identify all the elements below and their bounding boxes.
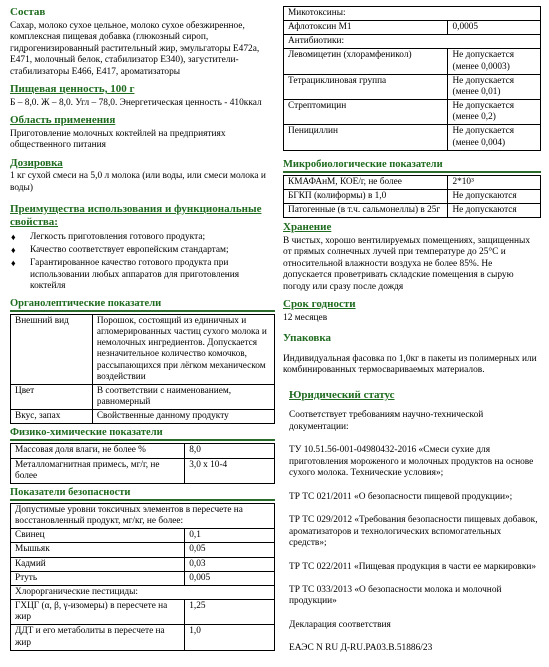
composition-title: Состав [10,6,46,18]
table-cell: Порошок, состоящий из единичных и агломерированных частиц сухого молока и немолочных ингредиентов. Допускается незначительное количество комочков, рассыпающихся при лёгком механическом воздействии [92,314,274,384]
dosage-section [10,157,275,195]
table-cell: 1,0 [185,625,275,650]
table-cell: 0,03 [185,557,275,571]
legal-paragraph: Декларация соответствия [289,619,391,630]
legal-paragraph: ТР ТС 029/2012 «Требования безопасности пищевых добавок, ароматизаторов и технологических вспомогательных средств»; [289,515,538,549]
packaging-text: Индивидуальная фасовка по 1,0кг в пакеты из полимерных или комбинированных термосвариваемых материалов. [283,353,537,376]
micro-title: Микробиологические показатели [283,159,541,173]
table-cell: 2*10³ [448,175,541,189]
table-cell: ГХЦГ (α, β, γ-изомеры) в пересчете на жир [11,600,185,625]
table-cell: Свинец [11,529,185,543]
table-row [284,7,541,21]
left-column [10,6,275,651]
table-row [284,100,541,125]
micro-table [283,175,541,218]
table-cell: Стрептомицин [284,100,448,125]
storage-section [283,221,541,293]
legal-title: Юридический статус [289,388,395,401]
table-row [284,74,541,99]
table-cell: 8,0 [185,444,275,458]
advantage-item: ♦ Гарантированное качество готового продукта при использовании любых аппаратов для приготовления коктейля [10,258,275,292]
storage-title: Хранение [283,221,332,234]
table-row [11,625,275,650]
legal-section [283,389,541,655]
legal-paragraph: Соответствует требованиям научно-технической документации: [289,410,484,432]
table-cell: Цвет [11,384,93,409]
legal-paragraph: ЕАЭС N RU Д-RU.PA03.B.51886/23 [289,643,433,654]
table-cell: Пенициллин [284,125,448,150]
organoleptic-title: Органолептические показатели [10,298,275,312]
table-cell: КМАФАнМ, КОЕ/г, не более [284,175,448,189]
physchem-table [10,443,275,483]
application-text: Приготовление молочных коктейлей на предприятиях общественного питания [10,128,226,151]
storage-text: В чистых, хорошо вентилируемых помещениях, защищенных от прямых солнечных лучей при температуре до 25°С и относительной влажности воздуха не более 85%. Не допускается проветривать складские помещения в сырую погоду или сразу после дождя [283,235,531,292]
right-column [283,6,541,667]
micro-section [283,159,541,219]
packaging-section [283,332,541,377]
advantage-item: ♦ Качество соответствует европейским стандартам; [10,245,275,256]
advantages-section [10,203,275,293]
advantages-title: Преимущества использования и функциональные свойства: [10,203,262,228]
table-cell: Не допускаются [448,189,541,203]
table-cell: 0,0005 [448,21,541,35]
table-cell: 0,05 [185,543,275,557]
dosage-text: 1 кг сухой смеси на 5,0 л молока (или воды, или смеси молока и воды) [10,171,266,193]
physchem-section [10,427,275,484]
table-cell: Патогенные (в т.ч. сальмонеллы) в 25г [284,204,448,218]
table-cell: Внешний вид [11,314,93,384]
table-row [11,557,275,571]
mycotoxins-table [283,6,541,151]
table-row [11,314,275,384]
table-cell: Не допускается (менее 0,2) [448,100,541,125]
table-row [284,35,541,49]
table-row [284,189,541,203]
table-row [11,585,275,599]
table-cell: Микотоксины: [284,7,541,21]
table-cell: Вкус, запах [11,410,93,424]
table-row [11,543,275,557]
table-row [11,503,275,528]
table-row [11,444,275,458]
table-cell: Не допускается (менее 0,01) [448,74,541,99]
legal-paragraph: ТР ТС 021/2011 «О безопасности пищевой продукции»; [289,491,513,502]
table-cell: Хлорорганические пестициды: [11,585,275,599]
table-cell: 1,25 [185,600,275,625]
advantage-item: ♦ Легкость приготовления готового продукта; [10,232,275,243]
nutrition-title: Пищевая ценность, 100 г [10,82,135,95]
table-cell: Металломагнитная примесь, мг/г, не более [11,458,185,483]
table-cell: Левомицетин (хлорамфеникол) [284,49,448,74]
organoleptic-section [10,298,275,424]
table-cell: Допустимые уровни токсичных элементов в пересчете на восстановленный продукт, мг/кг, не более: [11,503,275,528]
safety-section [10,487,275,651]
table-row [11,571,275,585]
application-title: Область применения [10,114,116,127]
table-cell: Массовая доля влаги, не более % [11,444,185,458]
table-cell: 0,005 [185,571,275,585]
table-cell: Антибиотики: [284,35,541,49]
shelf-section [283,298,541,324]
table-row [284,175,541,189]
dosage-title: Дозировка [10,156,63,169]
table-cell: 0,1 [185,529,275,543]
composition-text: Сахар, молоко сухое цельное, молоко сухое обезжиренное, комплексная пищевая добавка (глюкозный сироп, гидрогенизированный растительный жир, эмульгаторы Е472а, Е471, молочный белок, стабилизатор Е340), загустители-стабилизаторы Е466, Е417, ароматизаторы [10,20,260,77]
table-row [11,410,275,424]
table-row [284,125,541,150]
nutrition-text: Б – 8,0. Ж – 8,0. Угл – 78,0. Энергетическая ценность - 410ккал [10,97,262,108]
organoleptic-table [10,314,275,424]
table-cell: Мышьяк [11,543,185,557]
table-row [11,529,275,543]
shelf-text: 12 месяцев [283,312,328,323]
table-row [284,21,541,35]
table-cell: В соответствии с наименованием, равномерный [92,384,274,409]
table-row [284,204,541,218]
application-section [10,114,275,152]
table-cell: Свойственные данному продукту [92,410,274,424]
table-cell: Не допускается (менее 0,0003) [448,49,541,74]
table-cell: Кадмий [11,557,185,571]
table-cell: Не допускается (менее 0,004) [448,125,541,150]
legal-paragraph: ТР ТС 033/2013 «О безопасности молока и молочной продукции» [289,585,502,607]
safety-title: Показатели безопасности [10,487,275,501]
table-row [11,458,275,483]
table-cell: Не допускаются [448,204,541,218]
physchem-title: Физико-химические показатели [10,427,275,441]
nutrition-section [10,83,275,109]
table-row [11,384,275,409]
legal-paragraph: ТР ТС 022/2011 «Пищевая продукция в части ее маркировки» [289,561,537,572]
safety-table [10,503,275,651]
table-cell: 3,0 х 10-4 [185,458,275,483]
table-row [284,49,541,74]
table-cell: ДДТ и его метаболиты в пересчете на жир [11,625,185,650]
table-cell: Афлотоксин М1 [284,21,448,35]
legal-paragraph: ТУ 10.51.56-001-04980432-2016 «Смеси сухие для приготовления мороженого и молочных продуктов на основе сухого молока. Технические условия»; [289,445,534,479]
composition-section [10,6,275,78]
table-cell: Ртуть [11,571,185,585]
packaging-title: Упаковка [283,332,332,345]
shelf-title: Срок годности [283,298,356,311]
advantages-list [10,232,275,293]
legal-body [289,410,541,655]
table-cell: БГКП (колиформы) в 1,0 [284,189,448,203]
table-row [11,600,275,625]
table-cell: Тетрациклиновая группа [284,74,448,99]
